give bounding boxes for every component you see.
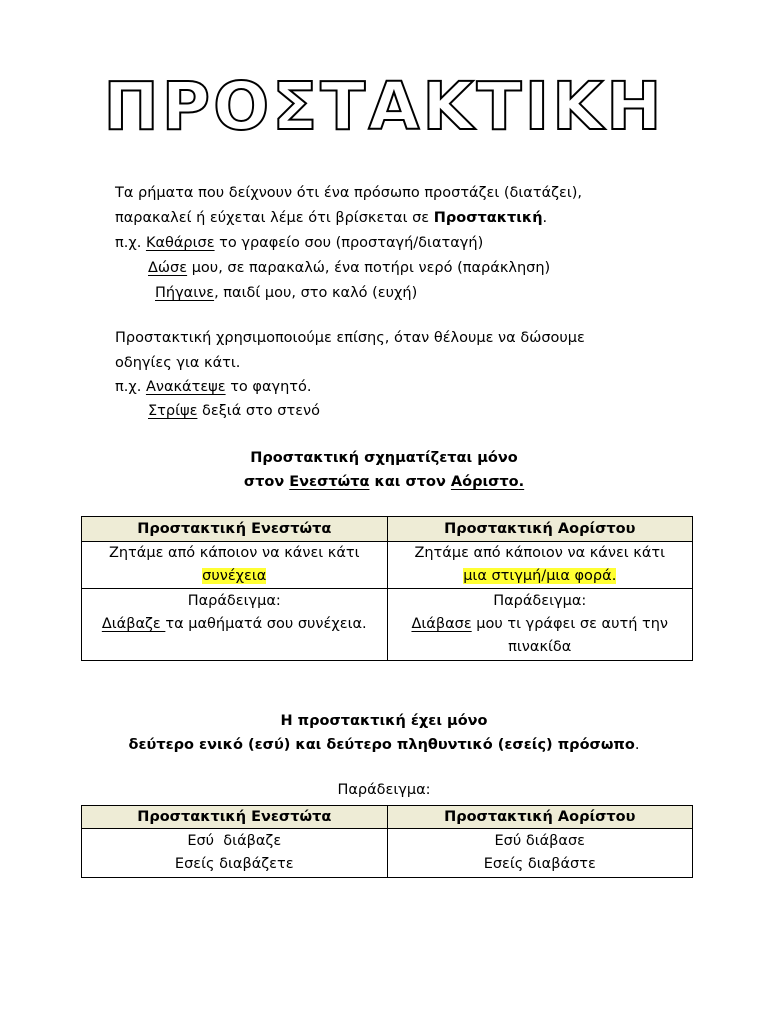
- intro-example-1: [115, 236, 483, 251]
- table-cell-enestotas-example: [82, 589, 388, 661]
- example-verb: Δώσε: [148, 260, 188, 276]
- example-prefix: π.χ.: [115, 235, 146, 251]
- para2-example-2: [148, 404, 320, 419]
- para2-line-1: Προστακτική χρησιμοποιούμε επίσης, όταν θέλουμε να δώσουμε: [115, 330, 585, 346]
- example-label: Παράδειγμα:: [493, 593, 587, 609]
- example-verb: Καθάρισε: [145, 235, 215, 251]
- example-text: μου τι γράφει σε αυτή την: [471, 616, 669, 632]
- example-text: το φαγητό.: [225, 379, 312, 395]
- form-eseis: Εσείς διαβάζετε: [174, 856, 294, 872]
- highlight-synexeia: συνέχεια: [202, 568, 267, 584]
- example-text: το γραφείο σου (προσταγή/διαταγή): [214, 235, 484, 251]
- para2-example-1: [115, 380, 312, 395]
- example-verb: Στρίψε: [148, 403, 198, 419]
- heading-text: και στον: [369, 474, 451, 490]
- term-prostaktiki: Προστακτική: [433, 210, 543, 226]
- example-text: , παιδί μου, στο καλό (ευχή): [214, 285, 418, 301]
- comparison-table: [81, 516, 693, 661]
- table-header-enestotas: Προστακτική Ενεστώτα: [82, 806, 388, 829]
- intro-line-2-text: παρακαλεί ή εύχεται λέμε ότι βρίσκεται σε: [115, 210, 434, 226]
- example-text: τα μαθήματά σου συνέχεια.: [165, 616, 367, 632]
- example-label-2: Παράδειγμα:: [337, 782, 431, 798]
- table-header-enestotas: Προστακτική Ενεστώτα: [82, 517, 388, 542]
- example-verb: Διάβαζε: [101, 616, 166, 632]
- desc-text: Ζητάμε από κάποιον να κάνει κάτι: [414, 545, 666, 561]
- person-table: [81, 805, 693, 878]
- intro-line-2: [115, 211, 547, 226]
- table-cell-aoristou-desc: [387, 542, 693, 589]
- example-prefix: π.χ.: [115, 379, 146, 395]
- intro-example-3: [155, 286, 417, 301]
- section-heading-1: Προστακτική σχηματίζεται μόνο: [250, 450, 518, 466]
- page-title: ΠΡΟΣΤΑΚΤΙΚΗ: [103, 68, 665, 145]
- form-esy: Εσύ διάβαζε: [187, 833, 282, 849]
- example-text: μου, σε παρακαλώ, ένα ποτήρι νερό (παράκληση): [187, 260, 551, 276]
- section-heading-2: Η προστακτική έχει μόνο: [280, 713, 488, 729]
- heading-text: δεύτερο ενικό (εσύ) και δεύτερο πληθυντικό (εσείς) πρόσωπο: [128, 737, 635, 753]
- example-text: δεξιά στο στενό: [197, 403, 321, 419]
- example-verb: Διάβασε: [411, 616, 472, 632]
- form-eseis: Εσείς διαβάστε: [483, 856, 596, 872]
- intro-line-1: Τα ρήματα που δείχνουν ότι ένα πρόσωπο προστάζει (διατάζει),: [115, 185, 583, 201]
- section-heading-2-line-2: [0, 738, 768, 753]
- table-cell-aoristou-example: [387, 589, 693, 661]
- term-aoristos: Αόριστο: [450, 474, 519, 490]
- intro-line-2-end: .: [542, 210, 548, 226]
- table-cell-enestotas-forms: [82, 829, 388, 878]
- example-verb: Ανακάτεψε: [145, 379, 226, 395]
- example-label: Παράδειγμα:: [187, 593, 281, 609]
- table-cell-enestotas-desc: [82, 542, 388, 589]
- intro-example-2: [148, 261, 550, 276]
- heading-period: .: [634, 737, 640, 753]
- example-text-line-2: πινακίδα: [508, 639, 572, 655]
- para2-line-2: οδηγίες για κάτι.: [115, 355, 241, 371]
- table-cell-aoristou-forms: [387, 829, 693, 878]
- form-esy: Εσύ διάβασε: [494, 833, 586, 849]
- highlight-mia-stigmi: μια στιγμή/μια φορά.: [463, 568, 617, 584]
- example-verb: Πήγαινε: [155, 285, 215, 301]
- section-heading-1-line-2: [0, 475, 768, 490]
- table-header-aoristou: Προστακτική Αορίστου: [387, 517, 693, 542]
- desc-text: Ζητάμε από κάποιον να κάνει κάτι: [108, 545, 360, 561]
- table-header-aoristou: Προστακτική Αορίστου: [387, 806, 693, 829]
- term-enestotas: Ενεστώτα: [289, 474, 370, 490]
- heading-period: .: [518, 474, 525, 490]
- heading-text: στον: [243, 474, 290, 490]
